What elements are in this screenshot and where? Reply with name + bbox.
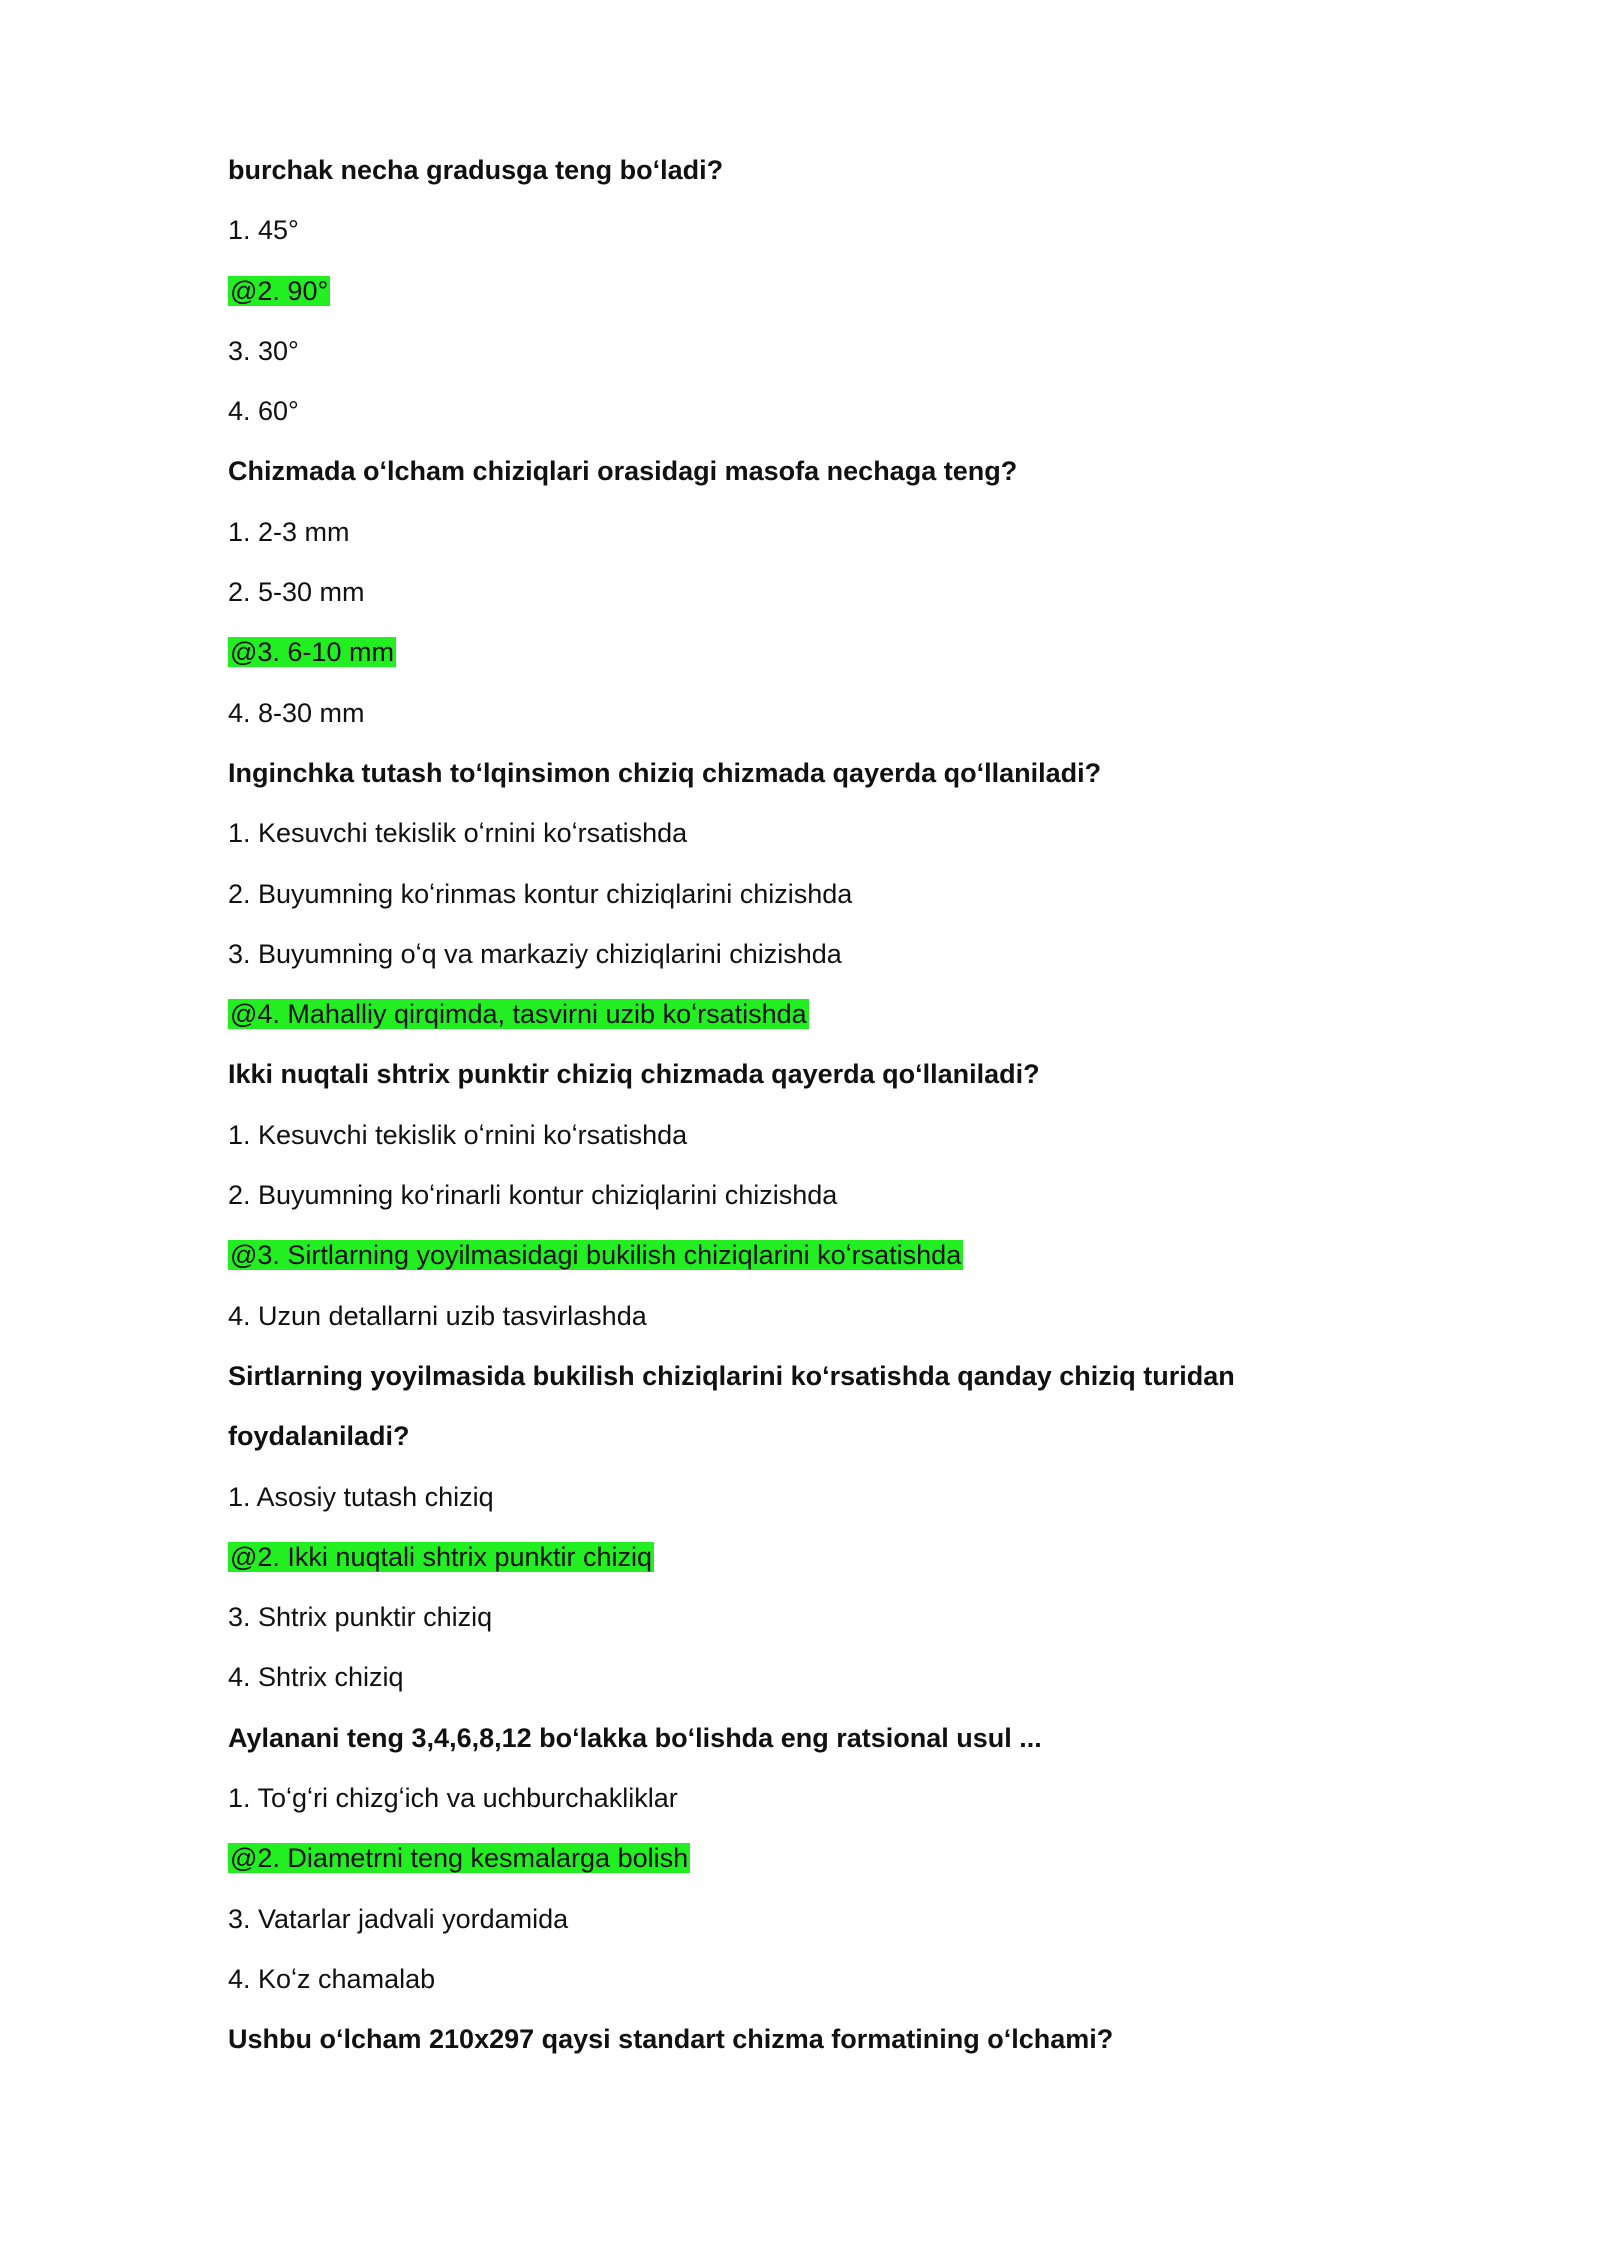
answer-option [228,874,1408,914]
question-text: burchak necha gradusga teng boʻladi? [228,155,724,185]
question-text: Inginchka tutash toʻlqinsimon chiziq chizmada qayerda qoʻllaniladi? [228,757,1102,788]
correct-answer-highlight: @2. Diametrni teng kesmalarga bolish [230,1843,689,1874]
correct-answer-highlight: @2. 90° [230,275,329,306]
answer-option [228,1959,1408,1999]
answer-option [228,1597,1408,1637]
answer-text: 1. Asosiy tutash chiziq [228,1481,494,1512]
answer-text: 1. Kesuvchi tekislik oʻrnini koʻrsatishda [228,1119,688,1150]
correct-answer-option [228,1235,1408,1275]
correct-answer-highlight: @3. 6-10 mm [230,637,394,668]
question-text: Chizmada oʻlcham chiziqlari orasidagi masofa nechaga teng? [228,456,1018,487]
answer-text: 1. Kesuvchi tekislik oʻrnini koʻrsatishda [228,818,688,849]
answer-text: 3. 30° [228,335,299,366]
answer-option [228,693,1408,733]
answer-option [228,813,1408,853]
answer-text: 3. Vatarlar jadvali yordamida [228,1903,569,1934]
answer-option [228,1175,1408,1215]
correct-answer-option [228,632,1408,672]
answer-option [228,1657,1408,1697]
correct-answer-option [228,1838,1408,1878]
answer-text: 3. Buyumning oʻq va markaziy chiziqlarini chizishda [228,938,842,969]
answer-text: 3. Shtrix punktir chiziq [228,1602,493,1633]
answer-text: 4. 60° [228,396,299,427]
answer-text: 4. Koʻz chamalab [228,1963,436,1994]
answer-option [228,572,1408,612]
answer-text: 1. Toʻgʻri chizgʻich va uchburchakliklar [228,1783,678,1814]
answer-option [228,331,1408,371]
correct-answer-highlight: @4. Mahalliy qirqimda, tasvirni uzib koʻrsatishda [230,999,807,1030]
correct-answer-highlight: @3. Sirtlarning yoyilmasidagi bukilish chiziqlarini koʻrsatishda [230,1240,962,1271]
answer-option [228,1115,1408,1155]
answer-text: 2. Buyumning koʻrinarli kontur chiziqlarini chizishda [228,1180,838,1211]
correct-answer-option [228,271,1408,311]
answer-option [228,391,1408,431]
answer-text: 4. Shtrix chiziq [228,1662,404,1693]
answer-text: 4. 8-30 mm [228,697,365,728]
question-text: Sirtlarning yoyilmasida bukilish chiziqlarini koʻrsatishda qanday chiziq turidan foydalaniladi? [228,1360,1235,1452]
answer-option [228,210,1408,250]
correct-answer-option [228,994,1408,1034]
answer-option [228,1778,1408,1818]
question-text: Aylanani teng 3,4,6,8,12 boʻlakka boʻlishda eng ratsional usul ... [228,1722,1042,1753]
answer-text: 1. 45° [228,215,299,246]
answer-text: 1. 2-3 mm [228,516,350,547]
answer-option [228,1899,1408,1939]
correct-answer-highlight: @2. Ikki nuqtali shtrix punktir chiziq [230,1541,653,1572]
answer-text: 2. 5-30 mm [228,577,365,608]
answer-option [228,934,1408,974]
answer-option [228,1296,1408,1336]
answer-text: 4. Uzun detallarni uzib tasvirlashda [228,1300,647,1331]
question-text: Ikki nuqtali shtrix punktir chiziq chizmada qayerda qoʻllaniladi? [228,1059,1040,1090]
answer-option [228,1477,1408,1517]
question-list [228,150,1408,2080]
question-text: Ushbu oʻlcham 210x297 qaysi standart chizma formatining oʻlchami? [228,2024,1114,2055]
answer-option [228,512,1408,552]
answer-text: 2. Buyumning koʻrinmas kontur chiziqlarini chizishda [228,878,853,909]
correct-answer-option [228,1537,1408,1577]
